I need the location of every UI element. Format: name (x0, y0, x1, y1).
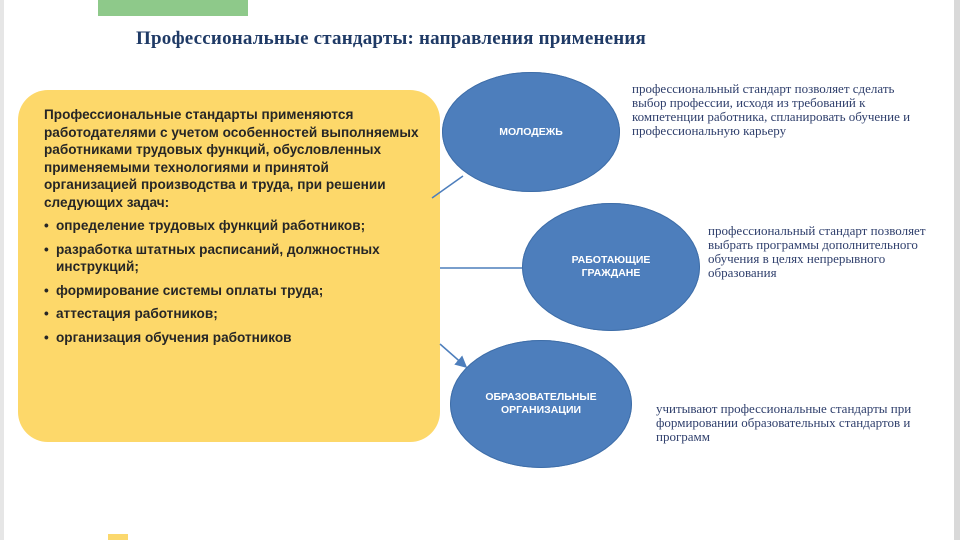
youth-circle (442, 72, 620, 192)
task-item-functions: • определение трудовых функций работников; (44, 217, 424, 235)
working-citizens-description: профессиональный стандарт позволяет выбрать программы дополнительного обучения в целях непрерывного образования (708, 223, 926, 280)
youth-description: профессиональный стандарт позволяет сделать выбор профессии, исходя из требований к компетенции работника, спланировать обучение и профессиональную карьеру (632, 81, 911, 138)
working-citizens-label: РАБОТАЮЩИЕ ГРАЖДАНЕ (571, 254, 651, 279)
task-item-certification: • аттестация работников; (44, 305, 424, 323)
connector-youth (432, 176, 463, 198)
educational-orgs-description: учитывают профессиональные стандарты при формировании образовательных стандартов и программ (656, 401, 912, 444)
task-item-payment: • формирование системы оплаты труда; (44, 282, 424, 300)
youth-label: МОЛОДЕЖЬ (499, 125, 563, 138)
task-item-staffing: • разработка штатных расписаний, должностных инструкций; (44, 241, 424, 276)
connector-educational-orgs (440, 344, 465, 366)
working-citizens-circle (522, 203, 700, 331)
educational-orgs-circle (450, 340, 632, 468)
bottom-yellow-mark (108, 534, 128, 540)
educational-orgs-label: ОБРАЗОВАТЕЛЬНЫЕ ОРГАНИЗАЦИИ (485, 391, 597, 416)
employer-tasks-intro: Профессиональные стандарты применяются работодателями с учетом особенностей выполняемых работниками трудовых функций, обусловленных применяемыми технологиями и принятой организацией производства и труда, при решении следующих задач: (44, 107, 419, 210)
task-item-training: • организация обучения работников (44, 329, 424, 347)
slide-title: Профессиональные стандарты: направления применения (136, 28, 647, 49)
